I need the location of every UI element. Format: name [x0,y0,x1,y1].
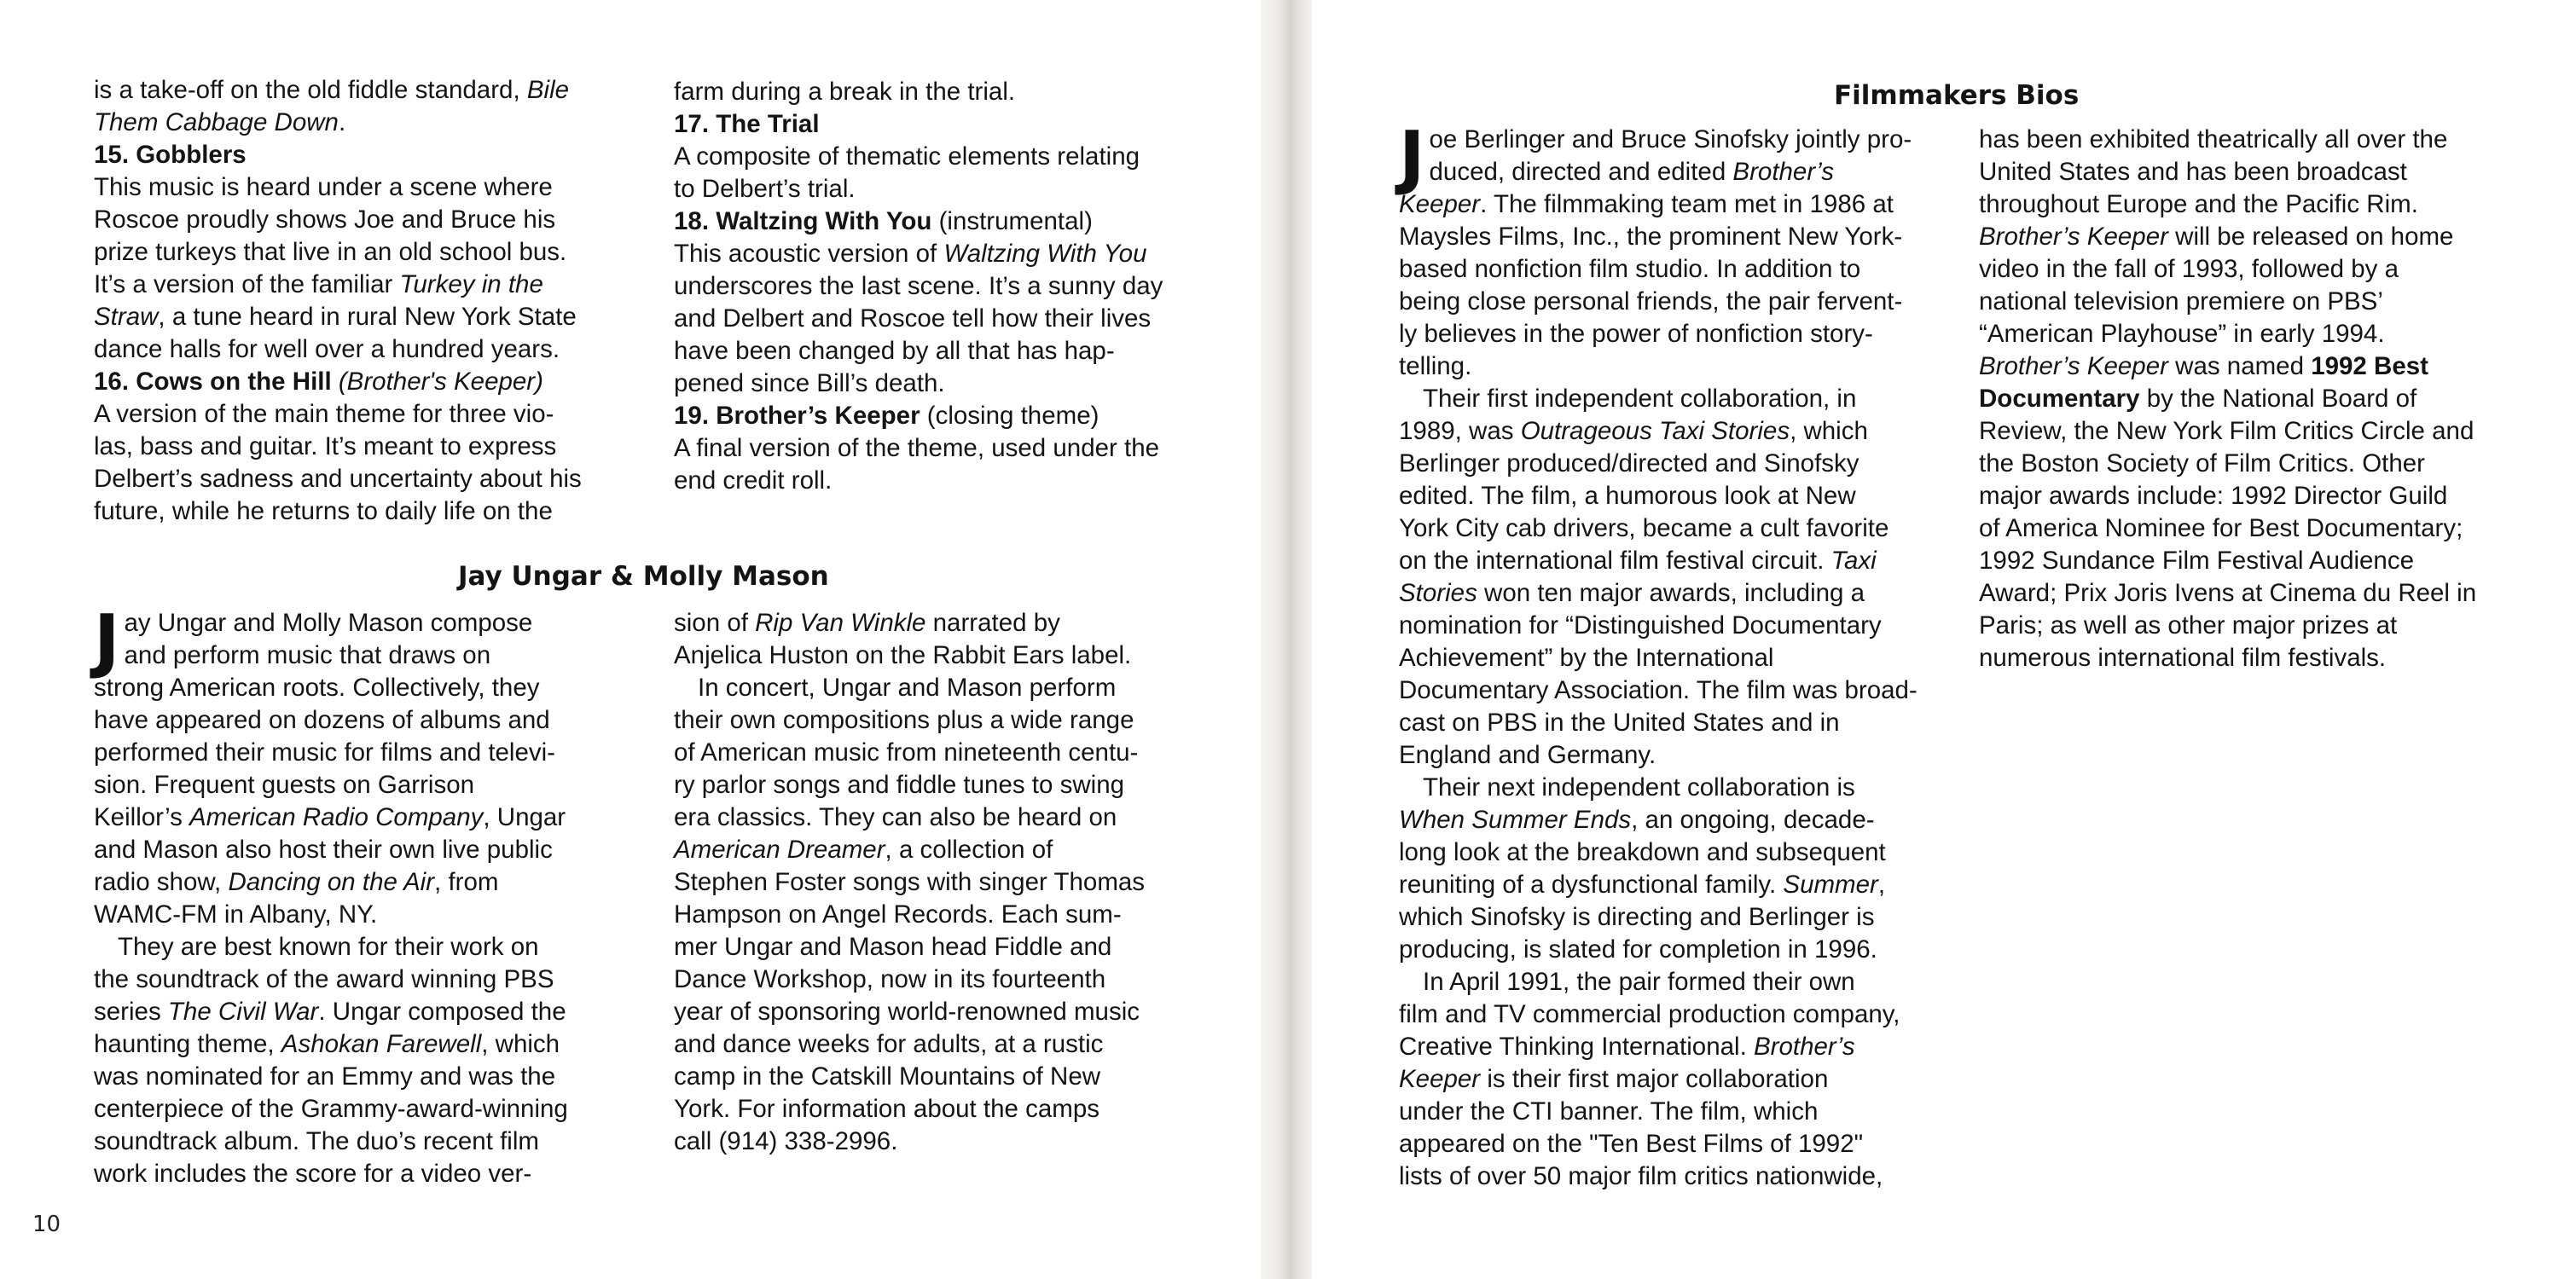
text-line [94,866,648,899]
text-run: their own compositions plus a wide range [674,706,1134,734]
text-run: appeared on the "Ten Best Films of 1992" [1399,1130,1864,1158]
text-line [674,335,1237,367]
text-line [94,737,648,769]
filmmakers-bio-column-2 [1979,124,2542,674]
text-run: being close personal friends, the pair fervent- [1399,287,1903,315]
italic-text: Turkey in the [399,270,543,298]
text-line [94,996,648,1028]
text-run: In April 1991, the pair formed their own [1423,968,1855,996]
text-line [1979,221,2542,253]
text-line [94,398,640,431]
text-line [1399,1160,1962,1193]
text-line [94,672,648,704]
text-run: nomination for “Distinguished Documentary [1399,611,1882,640]
text-line [94,171,640,204]
text-run: 1989, was [1399,417,1521,445]
text-run: England and Germany. [1399,741,1656,769]
left-page [0,0,1261,1279]
text-run: oe Berlinger and Bruce Sinofsky jointly pro- [1429,125,1912,153]
italic-text: Keeper [1399,190,1481,218]
bold-text: Documentary [1979,385,2140,413]
filmmakers-bio-column-1 [1399,117,1962,1193]
text-line [674,866,1237,899]
text-run: A version of the main theme for three vio- [94,400,554,428]
text-run: Award; Prix Joris Ivens at Cinema du Reel in [1979,579,2477,607]
text-line [1979,577,2542,610]
text-run: radio show, [94,868,229,896]
text-line [1979,642,2542,674]
text-run: numerous international film festivals. [1979,644,2387,672]
text-run: work includes the score for a video ver- [94,1160,532,1188]
text-line [94,964,648,996]
text-line [674,640,1237,672]
text-line [1399,674,1962,707]
text-line [674,1093,1237,1126]
text-line [94,1061,648,1093]
italic-text: Dancing on the Air [228,868,435,896]
text-line [1399,448,1962,480]
text-line [674,76,1237,108]
text-run: the Boston Society of Film Critics. Other [1979,449,2425,477]
text-run: major awards include: 1992 Director Guild [1979,482,2448,510]
text-line [1399,318,1962,350]
text-line [94,834,648,866]
text-line [94,366,640,398]
text-line [1979,188,2542,221]
bold-text: 19. Brother’s Keeper [674,402,920,430]
text-run: It’s a version of the familiar [94,270,400,298]
text-run: ay Ungar and Molly Mason compose [124,609,533,637]
text-line [1399,480,1962,512]
text-run: future, while he returns to daily life on the [94,497,553,525]
text-line [1979,156,2542,188]
text-line [1979,350,2542,383]
page-number: 10 [32,1212,61,1237]
text-run: by the National Board of [2139,385,2417,413]
text-line [1399,934,1962,966]
right-page [1312,0,2576,1279]
text-run: year of sponsoring world-renowned music [674,998,1140,1026]
italic-text: Brother’s [1732,158,1835,186]
italic-text: American Dreamer [674,836,885,864]
italic-text: American Radio Company [189,803,484,831]
text-line [674,737,1237,769]
text-run: reuniting of a dysfunctional family. [1399,871,1784,899]
text-run: ry parlor songs and fiddle tunes to swing [674,771,1125,799]
bold-text: 16. Cows on the Hill [94,367,332,396]
text-run: won ten major awards, including a [1477,579,1865,607]
text-run: They are best known for their work on [118,933,539,961]
text-line [94,802,648,834]
text-line [674,996,1237,1028]
text-run: “American Playhouse” in early 1994. [1979,320,2385,348]
text-run: A final version of the theme, used under the [674,434,1160,462]
italic-text: Keeper [1399,1065,1481,1093]
text-line [1399,998,1962,1031]
text-line [674,1061,1237,1093]
text-line [1399,253,1962,286]
text-line [1399,642,1962,674]
text-run: under the CTI banner. The film, which [1399,1097,1819,1126]
text-run: farm during a break in the trial. [674,78,1016,106]
text-line [674,400,1237,432]
text-line [1399,415,1962,448]
text-run: Documentary Association. The film was broad- [1399,676,1917,704]
text-run: cast on PBS in the United States and in [1399,709,1840,737]
text-run: lists of over 50 major film critics nationwide, [1399,1162,1883,1190]
text-run [332,367,339,396]
text-line [94,269,640,301]
italic-text: Straw [94,303,159,331]
text-run: telling. [1399,352,1472,380]
text-run: call (914) 338-2996. [674,1127,898,1155]
text-run: (instrumental) [931,207,1093,235]
text-run: was named [2167,352,2312,380]
text-run: . [338,108,346,136]
text-run: Creative Thinking International. [1399,1033,1754,1061]
text-line [674,205,1237,238]
text-line [1399,286,1962,318]
text-line [1399,739,1962,772]
text-line [1399,610,1962,642]
text-line [94,107,640,139]
text-line [1399,1063,1962,1096]
text-line [94,139,640,171]
italic-text: When Summer Ends [1399,806,1632,834]
italic-text: Rip Van Winkle [755,609,926,637]
text-run: sion. Frequent guests on Garrison [94,771,475,799]
text-run: and dance weeks for adults, at a rustic [674,1030,1104,1058]
text-line [94,204,640,236]
text-run: edited. The film, a humorous look at New [1399,482,1856,510]
text-run: las, bass and guitar. It’s meant to express [94,432,557,460]
text-line [674,303,1237,335]
text-line [1979,415,2542,448]
text-run: Paris; as well as other major prizes at [1979,611,2398,640]
text-line [1399,707,1962,739]
text-run: mer Ungar and Mason head Fiddle and [674,933,1112,961]
text-run: Their first independent collaboration, in [1423,385,1857,413]
text-line [674,672,1237,704]
bold-text: 15. Gobblers [94,141,247,169]
text-run: of America Nominee for Best Documentary; [1979,514,2463,542]
text-run: Hampson on Angel Records. Each sum- [674,900,1122,929]
text-run: performed their music for films and televi- [94,738,556,767]
text-line [1979,448,2542,480]
text-line [674,607,1237,640]
text-line [1399,512,1962,545]
text-line [1979,124,2542,156]
filmmakers-bio-text [1399,117,1962,1193]
text-line [94,495,640,528]
bold-text: 18. Waltzing With You [674,207,932,235]
text-line [1979,610,2542,642]
text-run: and perform music that draws on [124,641,491,669]
text-line [674,802,1237,834]
text-run: This acoustic version of [674,240,944,268]
italic-text: Outrageous Taxi Stories [1520,417,1790,445]
text-line [1399,350,1962,383]
text-line [674,465,1237,497]
text-line [1399,124,1962,156]
text-run: camp in the Catskill Mountains of New [674,1062,1101,1091]
text-run: dance halls for well over a hundred years. [94,335,560,363]
text-run: A composite of thematic elements relating [674,142,1140,171]
text-run: the soundtrack of the award winning PBS [94,965,554,993]
text-line [94,607,648,640]
text-line [94,431,640,463]
text-line [1399,836,1962,869]
text-run: pened since Bill’s death. [674,369,945,397]
text-line [674,704,1237,737]
track-notes-column-2 [674,76,1237,497]
text-line [1979,318,2542,350]
text-run: , from [434,868,499,896]
bold-text: 1992 Best [2311,352,2428,380]
text-line [674,367,1237,400]
text-run: on the international film festival circuit. [1399,547,1831,575]
text-line [94,640,648,672]
text-run: (closing theme) [920,402,1099,430]
text-run: producing, is slated for completion in 1996. [1399,935,1877,964]
text-run: , a collection of [885,836,1053,864]
text-line [1399,1096,1962,1128]
text-line [674,432,1237,465]
text-run: narrated by [925,609,1060,637]
italic-text: Them Cabbage Down [94,108,339,136]
text-line [94,74,640,107]
text-run: , a tune heard in rural New York State [158,303,577,331]
text-run: Berlinger produced/directed and Sinofsky [1399,449,1859,477]
text-line [1979,253,2542,286]
text-line [1399,188,1962,221]
text-run: have appeared on dozens of albums and [94,706,550,734]
italic-text: Taxi [1830,547,1877,575]
text-line [674,1126,1237,1158]
text-run: is their first major collaboration [1480,1065,1829,1093]
text-run: centerpiece of the Grammy-award-winning [94,1095,568,1123]
text-run: Dance Workshop, now in its fourteenth [674,965,1106,993]
text-run: prize turkeys that live in an old school bus. [94,238,567,266]
text-run: and Delbert and Roscoe tell how their lives [674,304,1152,333]
text-run: underscores the last scene. It’s a sunny day [674,272,1163,300]
text-run: of American music from nineteenth centu- [674,738,1139,767]
ungar-mason-bio-text [94,600,648,1190]
text-run: era classics. They can also be heard on [674,803,1117,831]
text-line [1979,286,2542,318]
text-run: will be released on home [2167,223,2454,251]
italic-text: Brother’s [1753,1033,1855,1061]
text-run: national television premiere on PBS’ [1979,287,2383,315]
text-line [1399,221,1962,253]
italic-text: Bile [526,76,570,104]
text-run: throughout Europe and the Pacific Rim. [1979,190,2418,218]
text-run: based nonfiction film studio. In addition to [1399,255,1861,283]
text-run: . Ungar composed the [318,998,566,1026]
text-run: sion of [674,609,756,637]
text-run: , which [481,1030,560,1058]
ungar-mason-bio-column-1 [94,600,648,1190]
text-line [674,834,1237,866]
text-run: Delbert’s sadness and uncertainty about his [94,465,582,493]
text-line [94,236,640,269]
text-line [674,1028,1237,1061]
section-heading-jay-ungar-molly-mason: Jay Ungar & Molly Mason [458,561,829,592]
text-run: This music is heard under a scene where [94,173,553,201]
text-run: , Ungar [483,803,566,831]
text-run: In concert, Ungar and Mason perform [698,674,1117,702]
text-run: ly believes in the power of nonfiction story- [1399,320,1873,348]
text-run: has been exhibited theatrically all over the [1979,125,2448,153]
italic-text: (Brother's Keeper) [338,367,543,396]
text-run: Keillor’s [94,803,190,831]
text-run: long look at the breakdown and subsequent [1399,838,1886,866]
text-line [1979,480,2542,512]
text-line [1399,577,1962,610]
text-run: 1992 Sundance Film Festival Audience [1979,547,2414,575]
drop-cap-initial: J [94,600,120,681]
text-run: duced, directed and edited [1429,158,1733,186]
text-run: haunting theme, [94,1030,281,1058]
text-run: video in the fall of 1993, followed by a [1979,255,2399,283]
section-heading-filmmakers-bios: Filmmakers Bios [1834,80,2080,111]
text-line [674,270,1237,303]
text-run: . The filmmaking team met in 1986 at [1480,190,1894,218]
text-run: , [1877,871,1886,899]
text-line [674,173,1237,205]
text-run: Achievement” by the International [1399,644,1774,672]
text-run: Review, the New York Film Critics Circle and [1979,417,2474,445]
text-line [94,899,648,931]
text-line [94,301,640,333]
text-line [1979,383,2542,415]
text-line [674,931,1237,964]
text-run: United States and has been broadcast [1979,158,2407,186]
text-line [674,141,1237,173]
text-line [1399,901,1962,934]
italic-text: Ashokan Farewell [281,1030,482,1058]
text-line [94,1158,648,1190]
text-line [1979,512,2542,545]
text-run: Roscoe proudly shows Joe and Bruce his [94,205,556,234]
text-run: and Mason also host their own live public [94,836,553,864]
text-line [94,463,640,495]
text-line [1399,869,1962,901]
italic-text: The Civil War [167,998,319,1026]
text-line [94,1028,648,1061]
text-run: film and TV commercial production company, [1399,1000,1900,1028]
text-line [1399,804,1962,836]
text-line [674,108,1237,141]
italic-text: Brother’s Keeper [1979,223,2168,251]
text-run: Their next independent collaboration is [1423,773,1855,802]
text-run: Maysles Films, Inc., the prominent New York- [1399,223,1903,251]
text-line [674,964,1237,996]
italic-text: Brother’s Keeper [1979,352,2168,380]
text-run: , which [1790,417,1868,445]
text-line [1399,1128,1962,1160]
text-line [674,899,1237,931]
text-run: to Delbert’s trial. [674,175,856,203]
italic-text: Waltzing With You [943,240,1147,268]
text-line [1399,772,1962,804]
text-run: York City cab drivers, became a cult favorite [1399,514,1889,542]
text-line [1399,545,1962,577]
text-run: is a take-off on the old fiddle standard, [94,76,527,104]
text-run: strong American roots. Collectively, they [94,674,540,702]
text-run: Anjelica Huston on the Rabbit Ears label. [674,641,1132,669]
bold-text: 17. The Trial [674,110,820,138]
text-line [1399,383,1962,415]
text-run: end credit roll. [674,466,833,495]
text-line [94,1126,648,1158]
text-line [94,931,648,964]
italic-text: Stories [1399,579,1477,607]
text-line [1399,156,1962,188]
text-run: WAMC-FM in Albany, NY. [94,900,378,929]
drop-cap-initial: J [1399,117,1425,198]
text-run: have been changed by all that has hap- [674,337,1115,365]
ungar-mason-bio-column-2 [674,607,1237,1158]
text-line [94,333,640,366]
text-line [94,704,648,737]
text-run: series [94,998,168,1026]
text-line [1979,545,2542,577]
text-run: , an ongoing, decade- [1631,806,1875,834]
text-run: which Sinofsky is directing and Berlinger is [1399,903,1875,931]
italic-text: Summer [1783,871,1878,899]
text-run: Stephen Foster songs with singer Thomas [674,868,1146,896]
text-line [1399,966,1962,998]
text-line [94,1093,648,1126]
text-run: soundtrack album. The duo’s recent film [94,1127,539,1155]
text-line [674,238,1237,270]
text-line [674,769,1237,802]
text-line [1399,1031,1962,1063]
text-run: was nominated for an Emmy and was the [94,1062,556,1091]
book-spine-gutter [1261,0,1312,1279]
text-run: York. For information about the camps [674,1095,1100,1123]
text-line [94,769,648,802]
track-notes-column-1 [94,74,640,528]
